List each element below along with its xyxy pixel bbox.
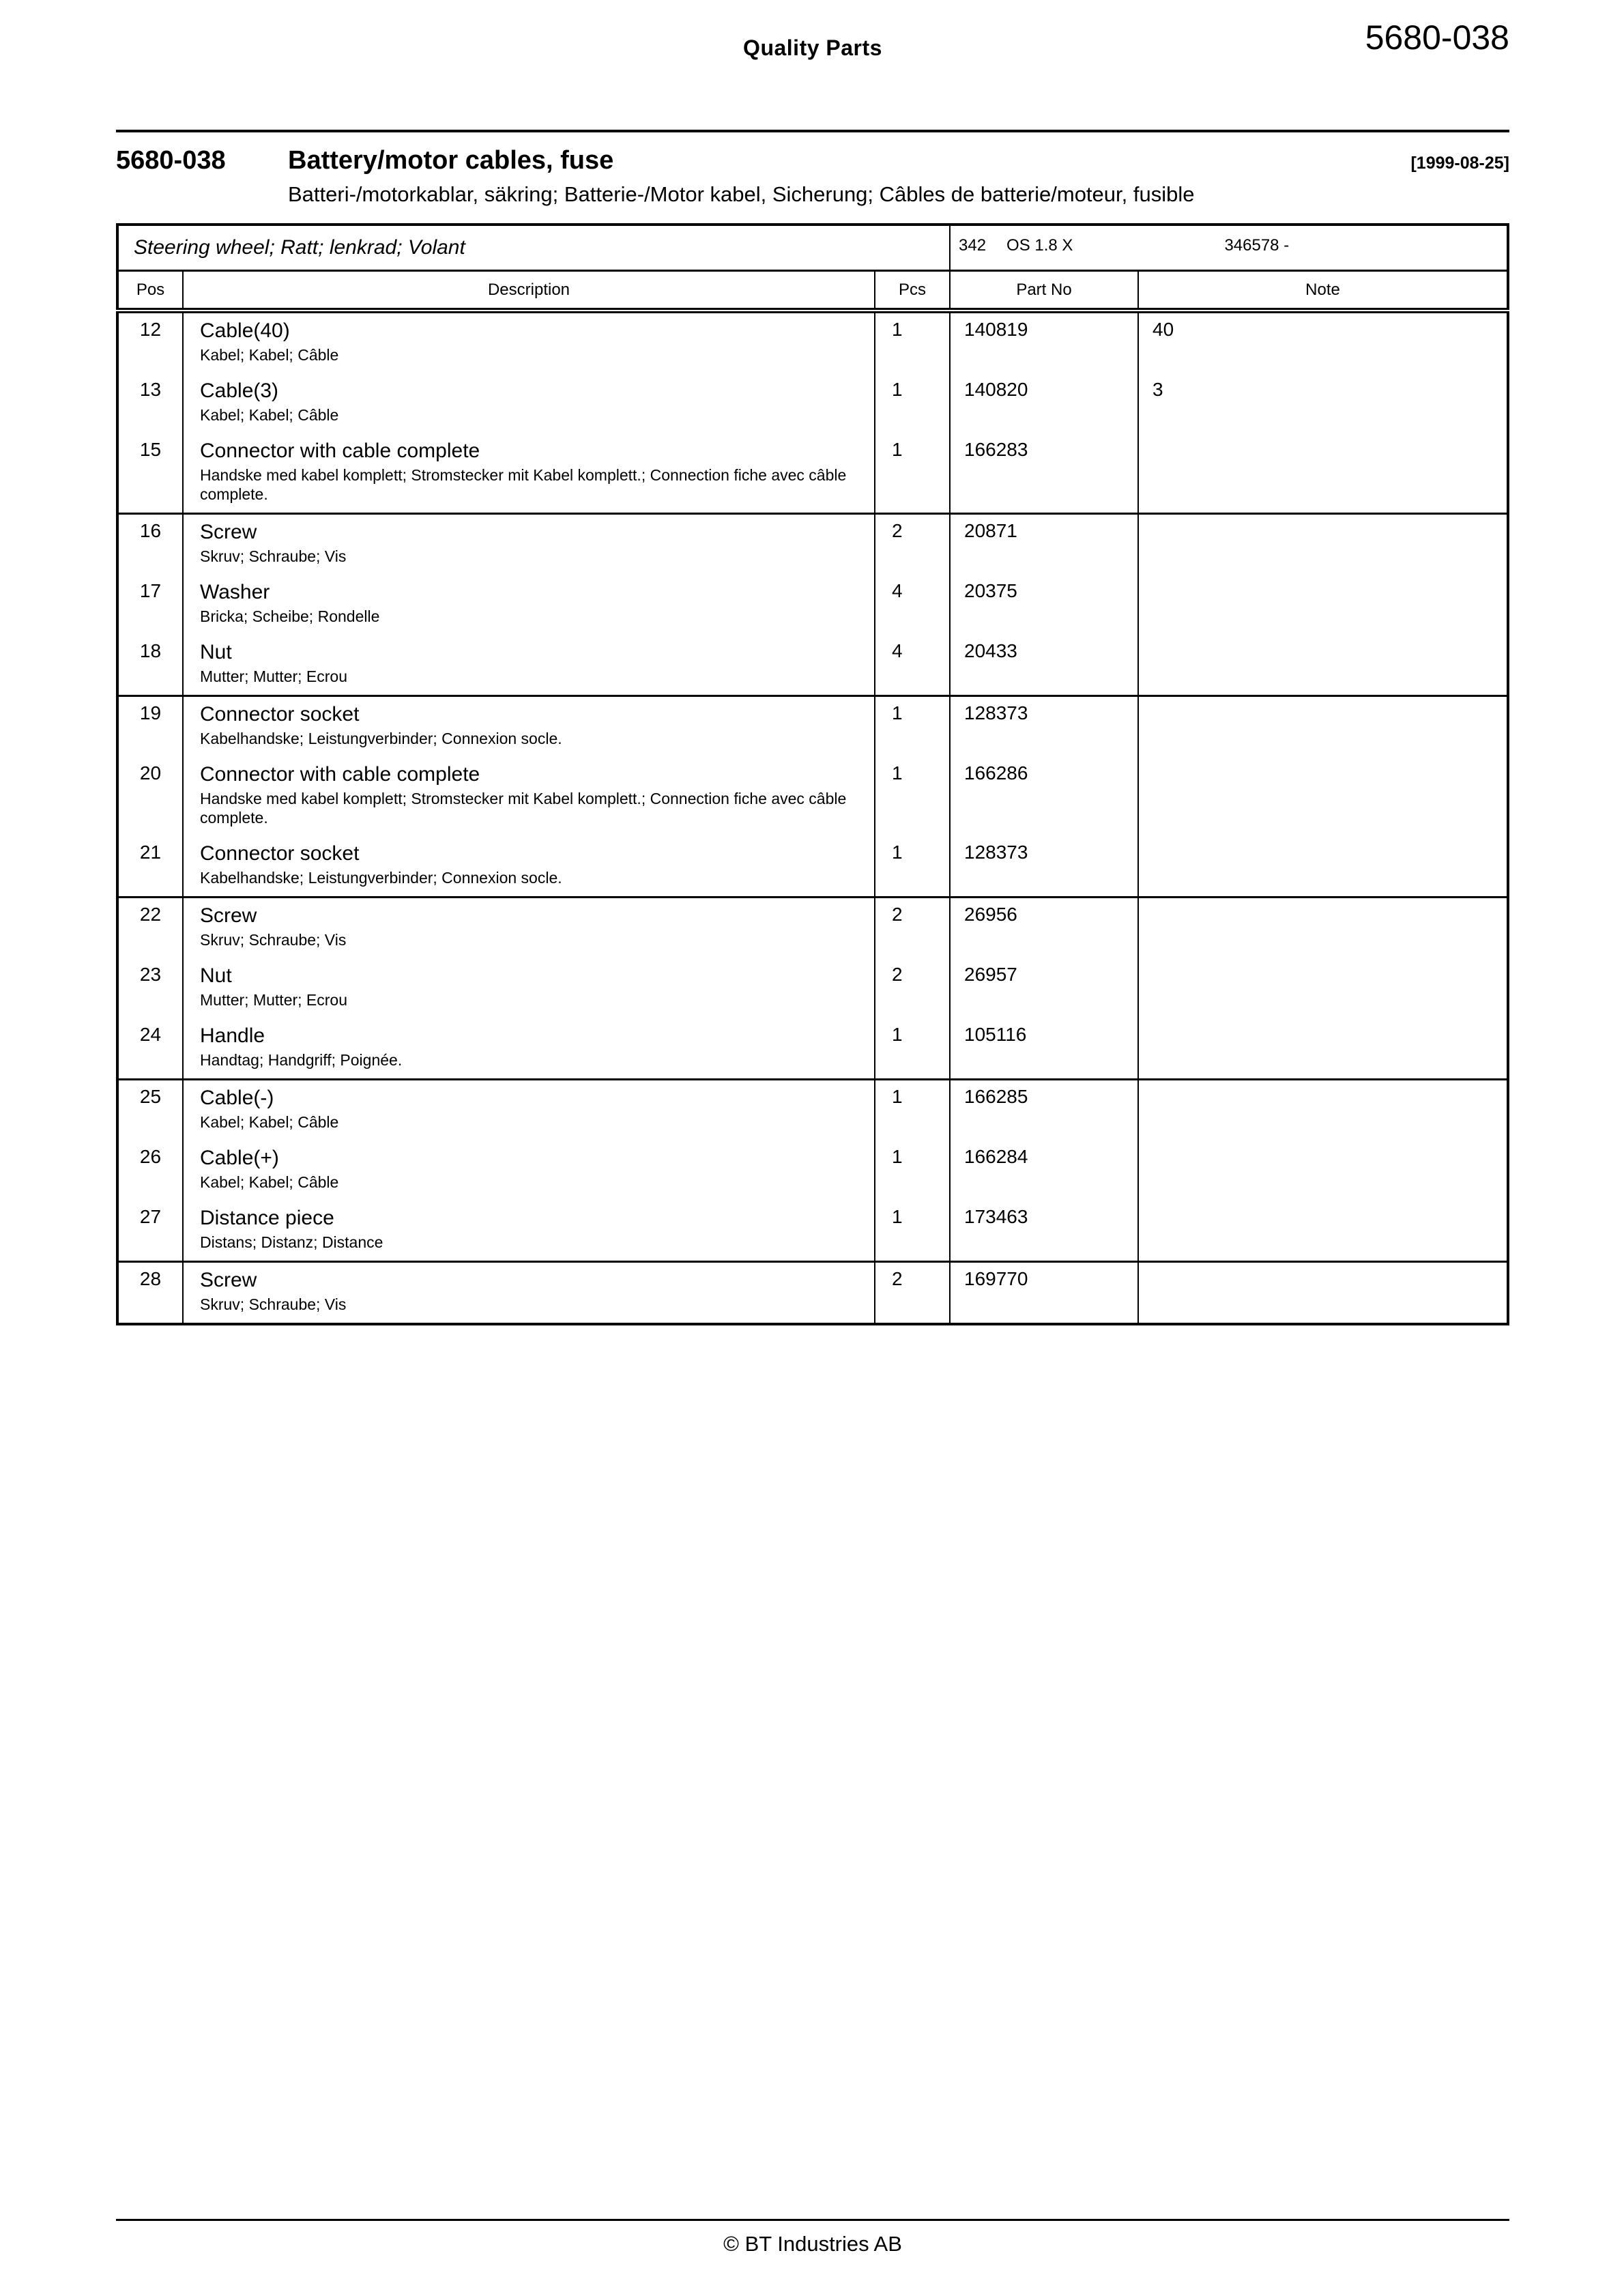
pcs-cell: 1 <box>875 1080 950 1141</box>
header-title: Quality Parts <box>743 35 882 60</box>
part-no-cell: 166285 <box>950 1080 1138 1141</box>
table-row <box>117 1201 1508 1262</box>
description-cell <box>183 898 875 959</box>
description-sub: Skruv; Schraube; Vis <box>200 1295 347 1313</box>
pos-cell: 16 <box>117 514 183 575</box>
model-type: OS 1.8 X <box>1006 236 1073 255</box>
footer-text: © BT Industries AB <box>723 2232 902 2256</box>
part-no-cell: 173463 <box>950 1201 1138 1262</box>
description-cell <box>183 1201 875 1262</box>
description-main: Cable(+) <box>200 1147 279 1169</box>
parts-table-body <box>117 311 1508 1324</box>
section-name: Steering wheel; Ratt; lenkrad; Volant <box>117 225 950 271</box>
pcs-cell: 1 <box>875 373 950 433</box>
part-no-cell: 20375 <box>950 575 1138 635</box>
part-no-cell: 20871 <box>950 514 1138 575</box>
doc-header <box>116 0 1509 132</box>
note-cell <box>1138 514 1508 575</box>
pos-cell: 24 <box>117 1018 183 1080</box>
note-cell <box>1138 575 1508 635</box>
pcs-cell: 2 <box>875 514 950 575</box>
pcs-cell: 2 <box>875 1262 950 1325</box>
description-sub: Kabel; Kabel; Câble <box>200 346 339 364</box>
description-main: Screw <box>200 521 257 543</box>
revision-date: [1999-08-25] <box>1410 154 1509 173</box>
pcs-cell: 1 <box>875 757 950 836</box>
description-sub: Kabelhandske; Leistungverbinder; Connexion socle. <box>200 730 562 747</box>
table-row <box>117 1140 1508 1201</box>
description-sub: Handtag; Handgriff; Poignée. <box>200 1051 403 1069</box>
note-cell <box>1138 1262 1508 1325</box>
part-no-cell: 128373 <box>950 696 1138 758</box>
note-cell <box>1138 898 1508 959</box>
description-cell <box>183 311 875 373</box>
pcs-cell: 1 <box>875 696 950 758</box>
table-row <box>117 958 1508 1018</box>
note-cell: 3 <box>1138 373 1508 433</box>
title-row <box>116 146 1509 175</box>
description-cell <box>183 635 875 696</box>
table-row <box>117 757 1508 836</box>
table-row <box>117 898 1508 959</box>
part-no-cell: 166284 <box>950 1140 1138 1201</box>
table-row <box>117 514 1508 575</box>
pos-cell: 27 <box>117 1201 183 1262</box>
note-cell <box>1138 1018 1508 1080</box>
note-cell: 40 <box>1138 311 1508 373</box>
table-row <box>117 575 1508 635</box>
serial-range: 346578 - <box>1224 236 1290 255</box>
col-note: Note <box>1138 271 1508 311</box>
page-title: Battery/motor cables, fuse <box>288 146 614 175</box>
pcs-cell: 1 <box>875 433 950 514</box>
doc-footer <box>116 2219 1509 2256</box>
col-pcs: Pcs <box>875 271 950 311</box>
description-main: Cable(3) <box>200 379 279 402</box>
description-sub: Kabel; Kabel; Câble <box>200 1173 339 1191</box>
note-cell <box>1138 696 1508 758</box>
description-sub: Handske med kabel komplett; Stromstecker mit Kabel komplett.; Connection fiche avec câble complete. <box>200 466 847 503</box>
col-description: Description <box>183 271 875 311</box>
description-main: Washer <box>200 581 270 603</box>
description-main: Screw <box>200 904 257 927</box>
description-sub: Kabel; Kabel; Câble <box>200 1113 339 1131</box>
description-cell <box>183 1262 875 1325</box>
note-cell <box>1138 836 1508 898</box>
description-main: Connector with cable complete <box>200 763 480 786</box>
pos-cell: 18 <box>117 635 183 696</box>
description-sub: Kabel; Kabel; Câble <box>200 406 339 424</box>
table-row <box>117 1018 1508 1080</box>
pcs-cell: 1 <box>875 1201 950 1262</box>
col-part-no: Part No <box>950 271 1138 311</box>
section-meta <box>951 236 1507 255</box>
description-cell <box>183 1140 875 1201</box>
pos-cell: 20 <box>117 757 183 836</box>
part-no-cell: 140820 <box>950 373 1138 433</box>
description-main: Nut <box>200 964 232 987</box>
description-main: Cable(40) <box>200 319 290 342</box>
note-cell <box>1138 1201 1508 1262</box>
column-header-row <box>117 271 1508 311</box>
table-row <box>117 433 1508 514</box>
description-cell <box>183 1018 875 1080</box>
page-subtitle: Batteri-/motorkablar, säkring; Batterie-/Motor kabel, Sicherung; Câbles de batterie/moteur, fusible <box>288 182 1195 206</box>
description-cell <box>183 433 875 514</box>
section-header-row <box>117 225 1508 271</box>
description-cell <box>183 575 875 635</box>
part-no-cell: 140819 <box>950 311 1138 373</box>
part-no-cell: 26957 <box>950 958 1138 1018</box>
pos-cell: 12 <box>117 311 183 373</box>
pos-cell: 15 <box>117 433 183 514</box>
pos-cell: 28 <box>117 1262 183 1325</box>
description-cell <box>183 514 875 575</box>
table-row <box>117 1080 1508 1141</box>
part-no-cell: 105116 <box>950 1018 1138 1080</box>
pcs-cell: 1 <box>875 1140 950 1201</box>
table-row <box>117 1262 1508 1325</box>
note-cell <box>1138 958 1508 1018</box>
pcs-cell: 1 <box>875 1018 950 1080</box>
description-sub: Handske med kabel komplett; Stromstecker mit Kabel komplett.; Connection fiche avec câble complete. <box>200 790 847 827</box>
pos-cell: 19 <box>117 696 183 758</box>
description-cell <box>183 757 875 836</box>
description-cell <box>183 958 875 1018</box>
note-cell <box>1138 1140 1508 1201</box>
pos-cell: 23 <box>117 958 183 1018</box>
note-cell <box>1138 757 1508 836</box>
description-sub: Bricka; Scheibe; Rondelle <box>200 607 380 625</box>
description-cell <box>183 836 875 898</box>
description-main: Connector socket <box>200 842 360 865</box>
part-no-cell: 26956 <box>950 898 1138 959</box>
description-cell <box>183 696 875 758</box>
table-row <box>117 311 1508 373</box>
model-code: 342 <box>959 236 987 255</box>
part-no-cell: 128373 <box>950 836 1138 898</box>
pos-cell: 17 <box>117 575 183 635</box>
description-sub: Distans; Distanz; Distance <box>200 1233 383 1251</box>
description-main: Nut <box>200 641 232 663</box>
pcs-cell: 1 <box>875 311 950 373</box>
pcs-cell: 2 <box>875 958 950 1018</box>
part-no-cell: 166283 <box>950 433 1138 514</box>
header-doc-number: 5680-038 <box>1365 18 1509 57</box>
col-pos: Pos <box>117 271 183 311</box>
document-code: 5680-038 <box>116 146 226 175</box>
pos-cell: 22 <box>117 898 183 959</box>
description-cell <box>183 1080 875 1141</box>
description-sub: Mutter; Mutter; Ecrou <box>200 991 348 1009</box>
description-main: Connector socket <box>200 703 360 726</box>
description-sub: Mutter; Mutter; Ecrou <box>200 668 348 685</box>
pcs-cell: 4 <box>875 575 950 635</box>
note-cell <box>1138 433 1508 514</box>
description-sub: Skruv; Schraube; Vis <box>200 547 347 565</box>
table-row <box>117 696 1508 758</box>
description-main: Distance piece <box>200 1207 334 1229</box>
description-cell <box>183 373 875 433</box>
part-no-cell: 20433 <box>950 635 1138 696</box>
note-cell <box>1138 635 1508 696</box>
table-row <box>117 373 1508 433</box>
parts-table <box>116 223 1509 1325</box>
pcs-cell: 2 <box>875 898 950 959</box>
description-sub: Skruv; Schraube; Vis <box>200 931 347 949</box>
part-no-cell: 169770 <box>950 1262 1138 1325</box>
pos-cell: 25 <box>117 1080 183 1141</box>
table-row <box>117 836 1508 898</box>
description-main: Handle <box>200 1024 265 1047</box>
pcs-cell: 4 <box>875 635 950 696</box>
pcs-cell: 1 <box>875 836 950 898</box>
description-sub: Kabelhandske; Leistungverbinder; Connexion socle. <box>200 869 562 887</box>
part-no-cell: 166286 <box>950 757 1138 836</box>
description-main: Connector with cable complete <box>200 440 480 462</box>
table-row <box>117 635 1508 696</box>
pos-cell: 13 <box>117 373 183 433</box>
pos-cell: 21 <box>117 836 183 898</box>
description-main: Cable(-) <box>200 1087 274 1109</box>
title-block <box>116 146 1509 207</box>
description-main: Screw <box>200 1269 257 1291</box>
note-cell <box>1138 1080 1508 1141</box>
pos-cell: 26 <box>117 1140 183 1201</box>
